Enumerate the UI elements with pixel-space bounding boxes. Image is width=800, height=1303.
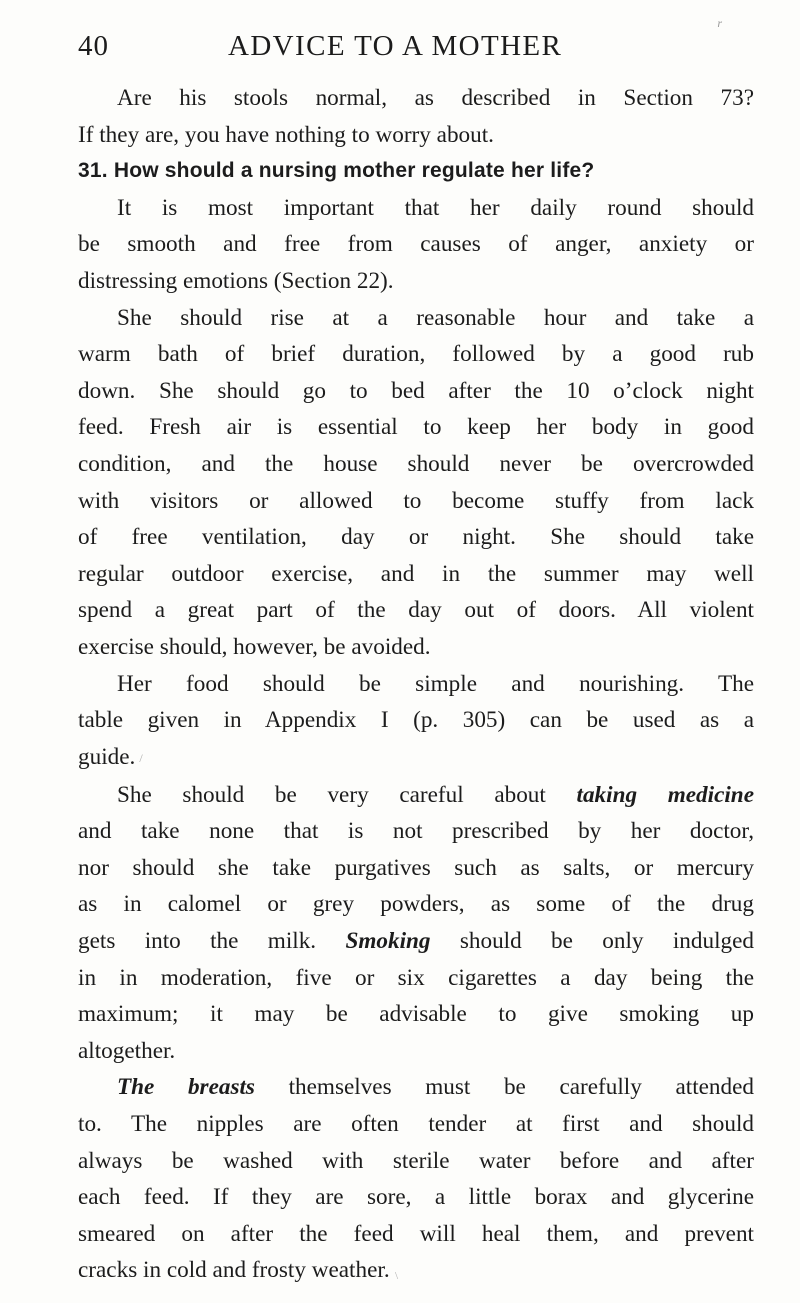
corner-mark: r bbox=[717, 16, 722, 30]
emphasis-text: taking medicine bbox=[576, 781, 754, 808]
text-line: be smooth and free from causes of anger, anxiety or bbox=[78, 231, 754, 258]
text-line: She should rise at a reasonable hour and take a bbox=[117, 304, 754, 331]
text-line: as in calomel or grey powders, as some of the drug bbox=[78, 891, 754, 918]
question-number: 31. bbox=[78, 159, 108, 183]
text-line: condition, and the house should never be overcrowded bbox=[78, 450, 754, 477]
text-line: exercise should, however, be avoided. bbox=[78, 633, 431, 660]
text-fragment: themselves must be carefully attended bbox=[254, 1074, 754, 1101]
body-text bbox=[78, 80, 754, 1289]
text-line: with visitors or allowed to become stuffy from lack bbox=[78, 487, 754, 514]
text-line: maximum; it may be advisable to give smoking up bbox=[78, 1001, 754, 1028]
text-line: smeared on after the feed will heal them, and prevent bbox=[78, 1220, 754, 1247]
text-line: Are his stools normal, as described in Section 73? bbox=[117, 85, 754, 111]
text-line: spend a great part of the day out of doors. All violent bbox=[78, 597, 754, 624]
text-fragment: should be only indulged bbox=[430, 928, 754, 955]
text-line: down. She should go to bed after the 10 o’clock night bbox=[78, 377, 754, 404]
text-line: warm bath of brief duration, followed by a good rub bbox=[78, 341, 754, 368]
speck-mark: / bbox=[139, 751, 143, 766]
text-line: and take none that is not prescribed by her doctor, bbox=[78, 818, 754, 845]
text-line: table given in Appendix I (p. 305) can be used as a bbox=[78, 707, 754, 734]
text-line: altogether. bbox=[78, 1037, 176, 1064]
text-line bbox=[78, 923, 754, 960]
question-text: How should a nursing mother regulate her life? bbox=[113, 159, 595, 183]
text-fragment: She should be very careful about bbox=[117, 781, 577, 808]
emphasis-text: The breasts bbox=[117, 1074, 255, 1101]
page-number: 40 bbox=[78, 30, 109, 62]
text-line: feed. Fresh air is essential to keep her body in good bbox=[78, 414, 754, 441]
text-line: of free ventilation, day or night. She should take bbox=[78, 524, 754, 551]
text-line: to. The nipples are often tender at first and should bbox=[78, 1111, 754, 1137]
text-fragment: gets into the milk. bbox=[78, 928, 346, 955]
emphasis-text: Smoking bbox=[345, 928, 431, 955]
text-line: always be washed with sterile water before and after bbox=[78, 1147, 754, 1174]
text-line: regular outdoor exercise, and in the summer may well bbox=[78, 560, 754, 587]
text-line bbox=[78, 1069, 754, 1106]
page-header bbox=[78, 16, 722, 70]
question-heading bbox=[78, 153, 754, 190]
text-line: It is most important that her daily round should bbox=[117, 194, 754, 221]
text-line: cracks in cold and frosty weather. bbox=[78, 1257, 390, 1284]
text-line: nor should she take purgatives such as salts, or mercury bbox=[78, 854, 754, 881]
text-line: If they are, you have nothing to worry about. bbox=[78, 121, 494, 148]
text-line bbox=[78, 739, 754, 777]
bottom-mark: \ bbox=[395, 1270, 399, 1282]
text-line: in in moderation, five or six cigarettes a day being the bbox=[78, 964, 754, 991]
text-line: Her food should be simple and nourishing. The bbox=[117, 670, 754, 697]
running-head: ADVICE TO A MOTHER bbox=[228, 30, 563, 62]
text-line: distressing emotions (Section 22). bbox=[78, 267, 394, 294]
text-line: each feed. If they are sore, a little borax and glycerine bbox=[78, 1184, 754, 1211]
text-fragment: guide. bbox=[78, 743, 136, 770]
text-line bbox=[78, 777, 754, 814]
